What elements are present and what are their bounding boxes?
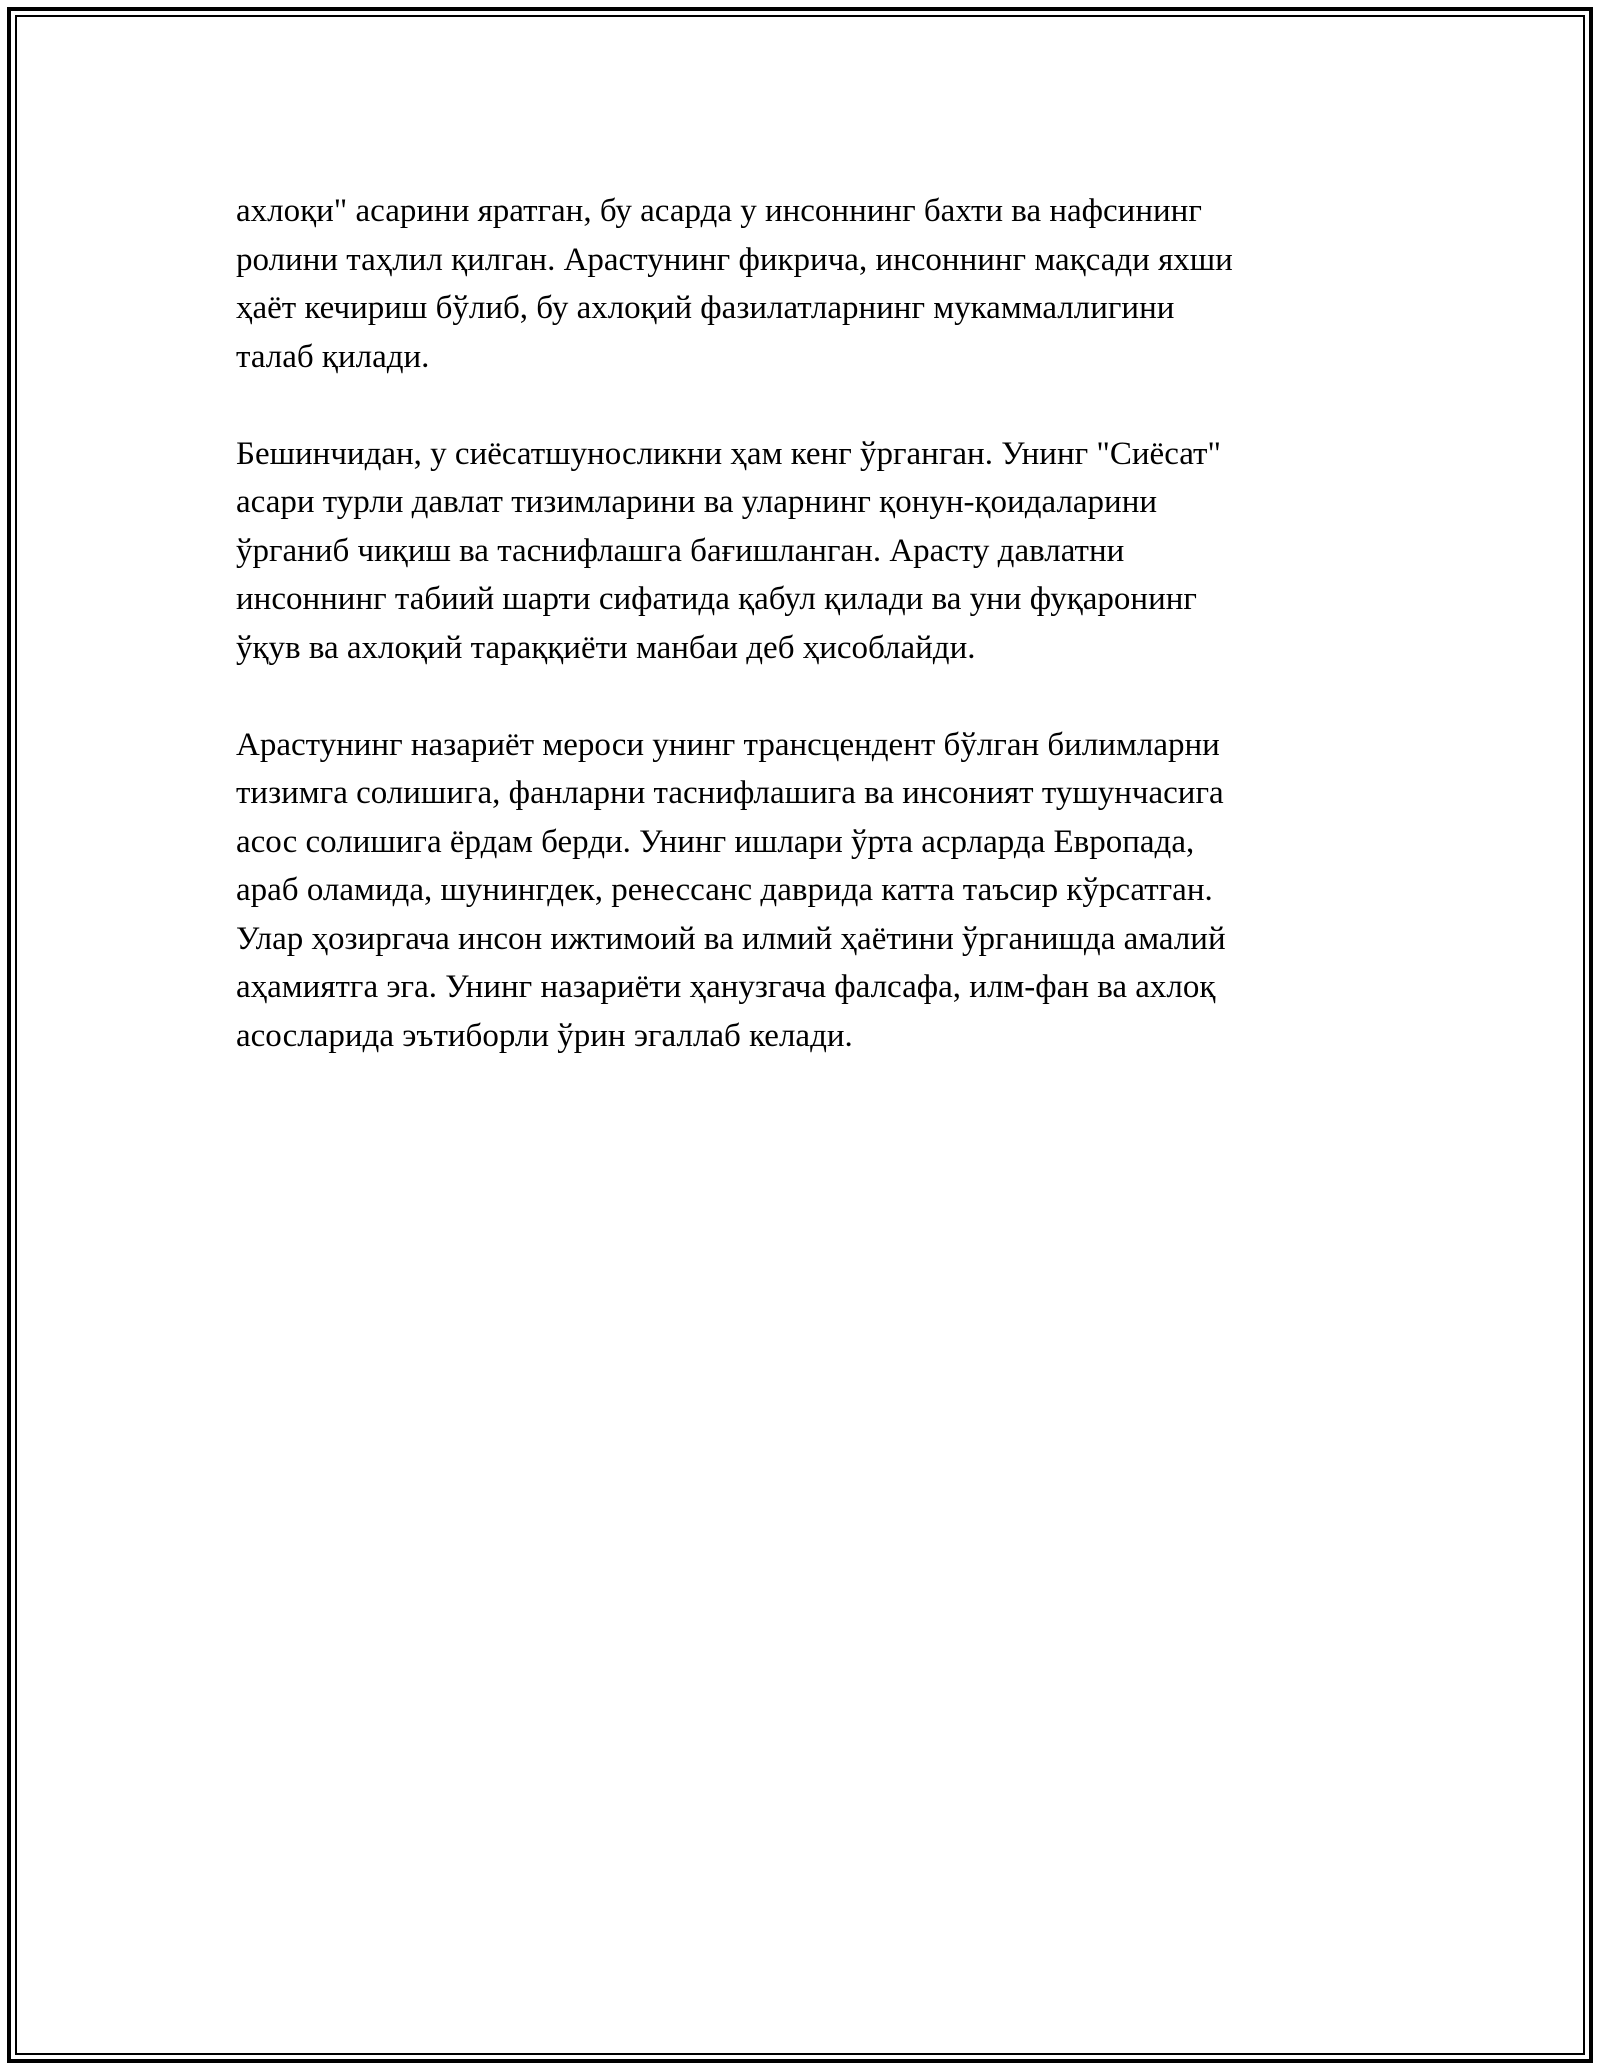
text-line: Арастунинг назариёт мероси унинг трансцендент бўлган билимларни: [236, 726, 1220, 763]
text-line: араб оламида, шунингдек, ренессанс даврида катта таъсир кўрсатган.: [236, 872, 1213, 908]
text-line: асосларида эътиборли ўрин эгаллаб келади.: [236, 1017, 853, 1054]
text-line: ўрганиб чиқиш ва таснифлашга бағишланган. Арасту давлатни: [236, 532, 1125, 569]
text-line: тизимга солишига, фанларни таснифлашига ва инсоният тушунчасига: [236, 775, 1224, 811]
text-line: асари турли давлат тизимларини ва уларнинг қонун-қоидаларини: [236, 484, 1158, 520]
text-line: ахлоқи" асарини яратган, бу асарда у инсоннинг бахти ва нафсининг: [236, 193, 1202, 229]
text-line: ўқув ва ахлоқий тараққиёти манбаи деб ҳисоблайди.: [236, 629, 976, 666]
text-line: талаб қилади.: [236, 338, 430, 375]
text-line: аҳамиятга эга. Унинг назариёти ҳанузгача фалсафа, илм-фан ва ахлоқ: [236, 969, 1216, 1005]
text-line: асос солишига ёрдам берди. Унинг ишлари ўрта асрларда Европада,: [236, 823, 1195, 860]
text-line: ҳаёт кечириш бўлиб, бу ахлоқий фазилатларнинг мукаммаллигини: [236, 290, 1175, 326]
text-line: Улар ҳозиргача инсон ижтимоий ва илмий ҳаётини ўрганишда амалий: [236, 920, 1226, 957]
text-line: ролини таҳлил қилган. Арастунинг фикрича, инсоннинг мақсади яхши: [236, 241, 1233, 278]
paragraph-2: [236, 430, 1366, 673]
paragraph-1: [236, 187, 1366, 381]
text-line: Бешинчидан, у сиёсатшуносликни ҳам кенг ўрганган. Унинг "Сиёсат": [236, 435, 1221, 472]
document-body: [236, 187, 1366, 1109]
text-line: инсоннинг табиий шарти сифатида қабул қилади ва уни фуқаронинг: [236, 581, 1197, 617]
paragraph-3: [236, 721, 1366, 1061]
